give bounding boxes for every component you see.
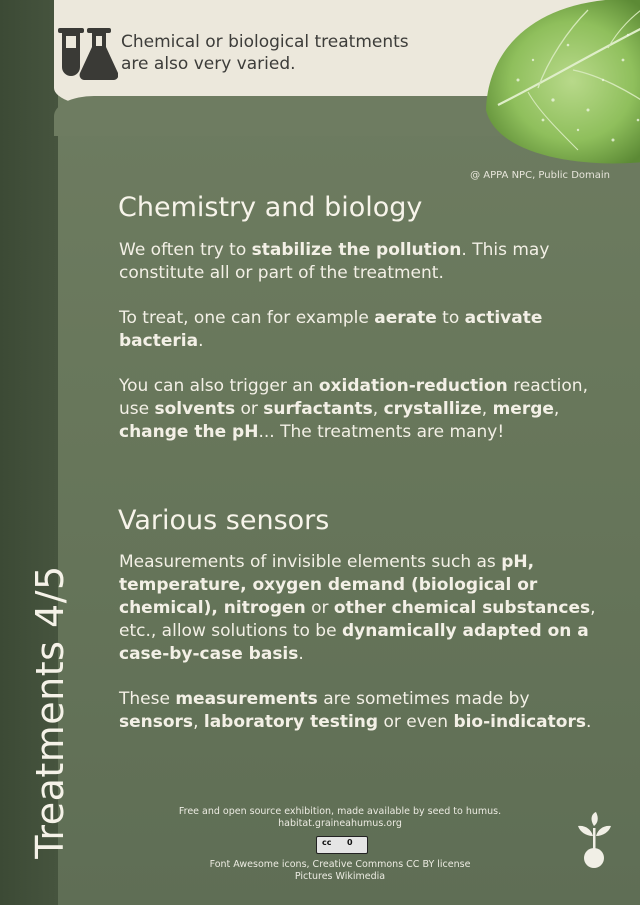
flask-icon [58, 26, 118, 80]
section-title-sensors: Various sensors [118, 505, 330, 536]
body-text: Measurements of invisible elements such as [119, 552, 502, 572]
cc-badge-label: cc [322, 838, 332, 847]
emphasis-text: sensors [119, 712, 194, 732]
body-text: . [585, 712, 592, 732]
footer-license-line: Font Awesome icons, Creative Commons CC BY license [209, 859, 471, 870]
body-text: are sometimes made by [317, 689, 530, 709]
emphasis-text: aerate [374, 308, 437, 328]
emphasis-text: change the pH [119, 422, 259, 442]
body-text: You can also trigger an [119, 376, 319, 396]
body-text: . [298, 644, 304, 664]
body-text: ... The treatments are many! [258, 422, 505, 442]
emphasis-text: solvents [154, 399, 236, 419]
emphasis-text: surfactants [263, 399, 373, 419]
body-text: , etc., allow solutions to be [119, 598, 596, 641]
body-text: These [119, 689, 176, 709]
body-text: or [235, 399, 264, 419]
emphasis-text: merge [492, 399, 554, 419]
emphasis-text: measurements [175, 689, 318, 709]
emphasis-text: other chemical substances [333, 598, 591, 618]
footer-licenses [130, 859, 550, 883]
emphasis-text: laboratory testing [203, 712, 379, 732]
photo-credit: @ APPA NPC, Public Domain [470, 170, 610, 181]
cc-zero-badge [316, 836, 368, 854]
emphasis-text: stabilize the pollution [251, 240, 462, 260]
footer-website-link[interactable]: habitat.graineahumus.org [278, 818, 402, 829]
chemistry-paragraph-2 [119, 307, 609, 353]
body-text: , [481, 399, 493, 419]
body-text: , [372, 399, 384, 419]
cc-badge-zero: 0 [347, 838, 353, 847]
emphasis-text: activate bacteria [119, 308, 543, 351]
emphasis-text: pH, temperature, oxygen demand (biological or chemical), nitrogen [119, 552, 538, 618]
section-title-chemistry: Chemistry and biology [118, 192, 423, 223]
footer-exhibition-line: Free and open source exhibition, made available by seed to humus. [178, 806, 502, 817]
emphasis-text: crystallize [383, 399, 482, 419]
sensors-paragraph-1 [119, 551, 609, 666]
body-text: . [198, 331, 204, 351]
sprout-logo-icon [574, 812, 614, 870]
body-text: , [553, 399, 560, 419]
body-text: . This may constitute all or part of the treatment. [119, 240, 550, 283]
body-text: To treat, one can for example [119, 308, 375, 328]
body-text: to [436, 308, 465, 328]
body-text: , [193, 712, 204, 732]
chemistry-paragraph-3 [119, 375, 609, 444]
emphasis-text: oxidation-reduction [318, 376, 508, 396]
side-title: Treatments 4/5 [28, 565, 72, 859]
footer-credits [130, 806, 550, 830]
body-text: reaction, use [119, 376, 588, 419]
body-text: or even [378, 712, 454, 732]
leaf-photo [478, 0, 640, 165]
emphasis-text: dynamically adapted on a case-by-case basis [119, 621, 589, 664]
chemistry-paragraph-1 [119, 239, 609, 285]
intro-line-2: are also very varied. [121, 54, 296, 74]
footer-pictures-line: Pictures Wikimedia [294, 871, 386, 882]
emphasis-text: bio-indicators [453, 712, 586, 732]
sensors-paragraph-2 [119, 688, 609, 734]
intro-line-1: Chemical or biological treatments [121, 32, 409, 52]
body-text: or [305, 598, 334, 618]
intro-text [121, 31, 461, 75]
body-text: We often try to [119, 240, 252, 260]
